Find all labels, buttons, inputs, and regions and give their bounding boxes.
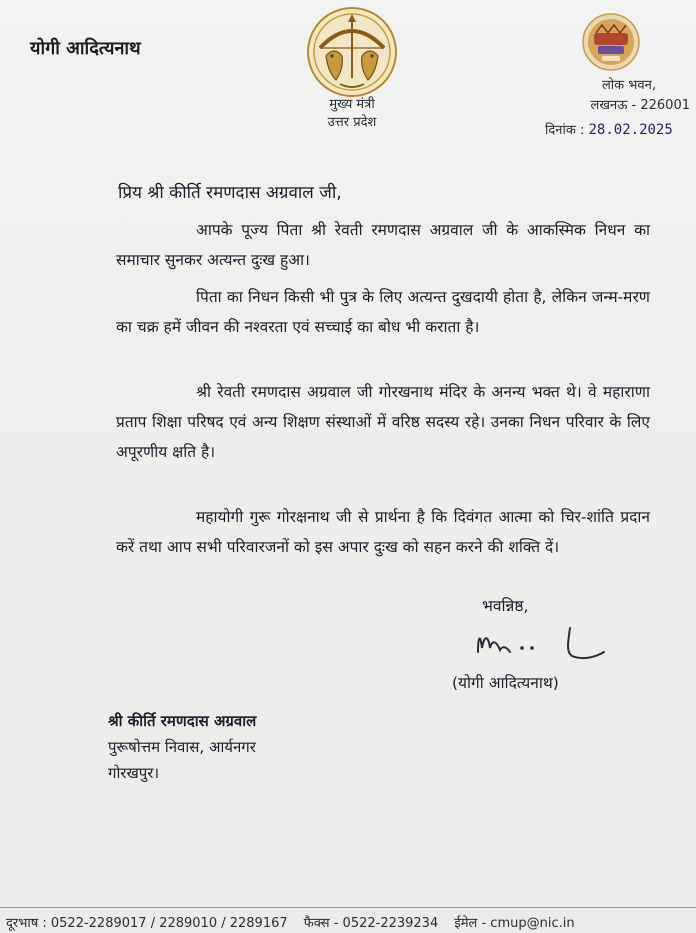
salutation: प्रिय श्री कीर्ति रमणदास अग्रवाल जी, <box>118 183 342 203</box>
handwritten-signature <box>470 618 610 668</box>
footer-divider <box>0 907 696 908</box>
emblem-caption-title: मुख्य मंत्री <box>329 97 375 112</box>
emblem-caption-state: उत्तर प्रदेश <box>327 115 377 130</box>
up-state-emblem-icon <box>306 6 398 98</box>
contact-footer <box>0 913 696 931</box>
event-seal-icon <box>582 13 640 71</box>
date-label: दिनांक : <box>545 123 585 138</box>
recipient-address-line1: पुरूषोत्तम निवास, आर्यनगर <box>108 738 256 756</box>
paragraph-4 <box>116 502 650 562</box>
recipient-name: श्री कीर्ति रमणदास अग्रवाल <box>108 712 257 730</box>
footer-phone: दूरभाष : 0522-2289017 / 2289010 / 2289167 <box>6 916 288 931</box>
recipient-block <box>108 708 256 786</box>
recipient-address-line2: गोरखपुर। <box>108 764 160 782</box>
letter-date <box>545 120 673 138</box>
emblem-caption <box>306 96 398 132</box>
office-address <box>540 76 690 116</box>
footer-email: ईमेल - cmup@nic.in <box>454 916 575 931</box>
paragraph-3 <box>116 377 650 467</box>
address-city: लखनऊ - 226001 <box>590 98 690 113</box>
paragraph-3-text: श्री रेवती रमणदास अग्रवाल जी गोरखनाथ मंदिर के अनन्य भक्त थे। वे महाराणा प्रताप शिक्षा परिषद एवं अन्य शिक्षण संस्थाओं में वरिष्ठ सदस्य रहे। उनका निधन परिवार के लिए अपूरणीय क्षति है। <box>116 383 650 461</box>
paragraph-4-text: महायोगी गुरू गोरक्षनाथ जी से प्रार्थना है कि दिवंगत आत्मा को चिर-शांति प्रदान करें तथा आप सभी परिवारजनों को इस अपार दुःख को सहन करने की शक्ति दें। <box>116 508 650 556</box>
paragraph-1-text: आपके पूज्य पिता श्री रेवती रमणदास अग्रवाल जी के आकस्मिक निधन का समाचार सुनकर अत्यन्त दुःख हुआ। <box>116 221 650 269</box>
signatory-name: (योगी आदित्यनाथ) <box>452 674 559 692</box>
footer-fax: फैक्स - 0522-2239234 <box>303 916 439 931</box>
closing-phrase: भवन्निष्ठ, <box>482 597 529 615</box>
paragraph-1 <box>116 215 650 275</box>
date-value: 28.02.2025 <box>588 122 673 138</box>
sender-name: योगी आदित्यनाथ <box>30 38 141 59</box>
paragraph-2 <box>116 282 650 342</box>
paragraph-2-text: पिता का निधन किसी भी पुत्र के लिए अत्यन्त दुखदायी होता है, लेकिन जन्म-मरण का चक्र हमें जीवन की नश्वरता एवं सच्चाई का बोध भी कराता है। <box>116 288 650 336</box>
address-building: लोक भवन, <box>601 78 656 93</box>
